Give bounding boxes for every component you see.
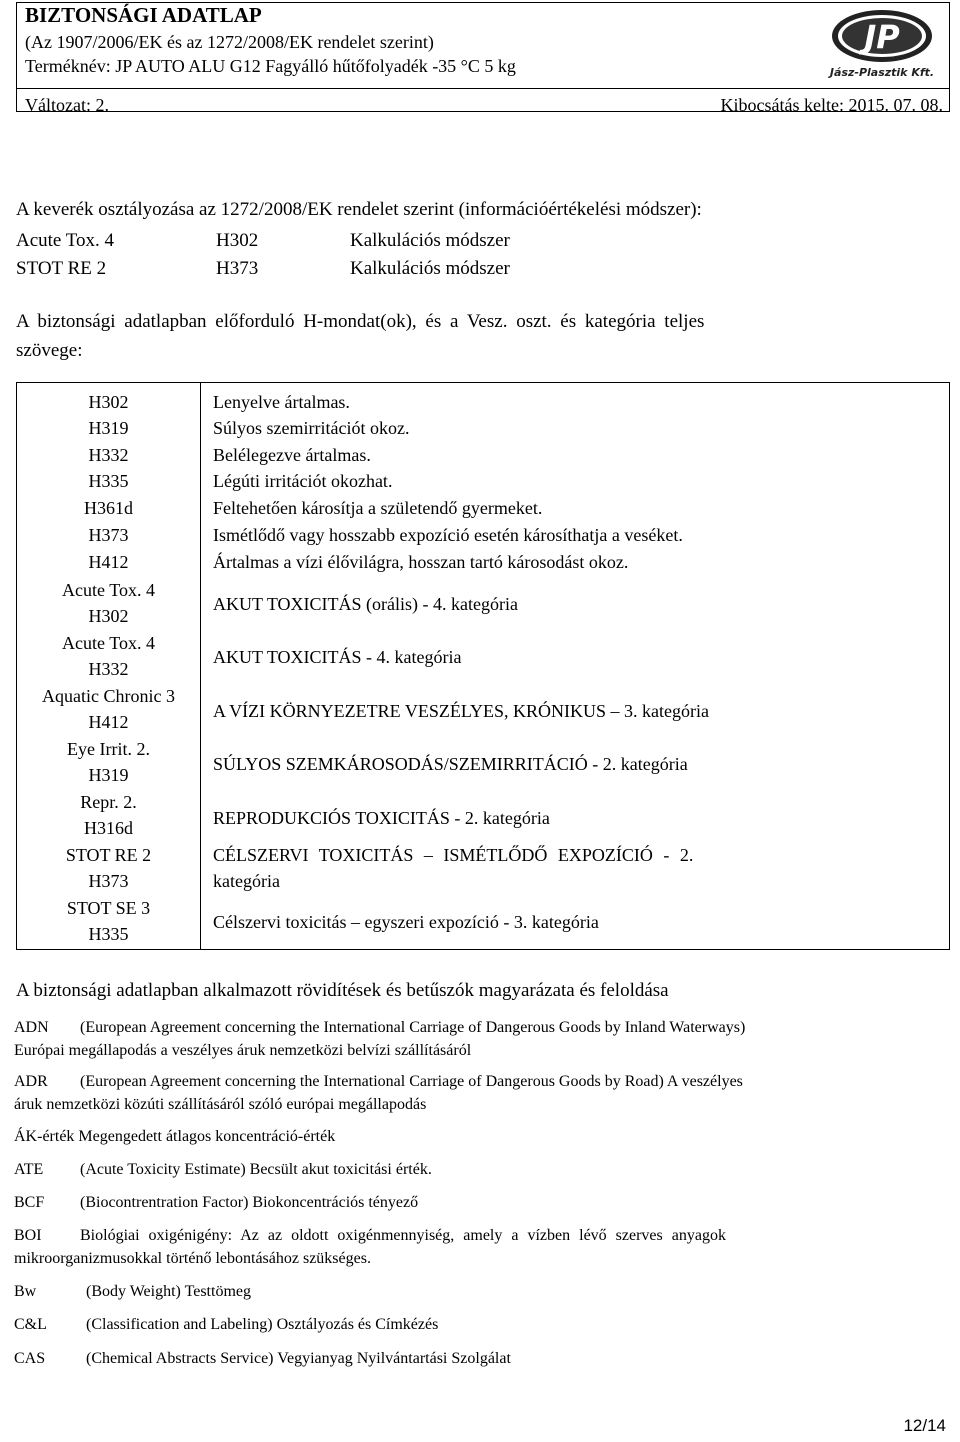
classification-code: H373 (216, 258, 259, 279)
header-divider (17, 88, 949, 89)
h-category: Repr. 2. (80, 792, 137, 812)
abbreviation-entry (14, 1125, 876, 1148)
h-code: H335 (88, 471, 129, 491)
h-statements-intro: A biztonsági adatlapban előforduló H-mondat(ok), és a Vesz. oszt. és kategória teljes (16, 311, 705, 332)
abbreviation-entry (14, 1016, 876, 1062)
abbreviation-entry (14, 1158, 876, 1181)
abbreviation-entry (14, 1191, 876, 1214)
abbreviation-definition: Megengedett átlagos koncentráció-érték (78, 1128, 336, 1145)
abbreviation-definition-cont: Európai megállapodás a veszélyes áruk nemzetközi belvízi szállításáról (14, 1042, 472, 1059)
h-code: H373 (88, 525, 129, 545)
classification-code: H302 (216, 230, 259, 251)
h-text: Belélegezve ártalmas. (213, 445, 371, 465)
abbreviation-term: CAS (14, 1350, 46, 1367)
abbreviation-definition: (Classification and Labeling) Osztályozás és Címkézés (86, 1316, 439, 1333)
product-name: Terméknév: JP AUTO ALU G12 Fagyálló hűtőfolyadék -35 °C 5 kg (25, 56, 516, 76)
abbreviation-entry (14, 1070, 876, 1116)
h-text: CÉLSZERVI TOXICITÁS – ISMÉTLŐDŐ EXPOZÍCIÓ - 2. (213, 845, 694, 865)
h-category: STOT SE 3 (66, 898, 151, 918)
h-code: H361d (84, 498, 133, 518)
abbreviation-definition: (Acute Toxicity Estimate) Becsült akut toxicitási érték. (80, 1161, 432, 1178)
page-number: 12/14 (903, 1416, 946, 1435)
h-code: H335 (88, 924, 129, 944)
abbreviation-entry (14, 1224, 876, 1270)
h-code: H332 (88, 659, 129, 679)
version-label: Változat: 2. (25, 95, 109, 115)
h-text: Célszervi toxicitás – egyszeri expozíció - 3. kategória (213, 912, 599, 932)
abbreviation-term: BCF (14, 1194, 45, 1211)
svg-text:Jász-Plasztik Kft.: Jász-Plasztik Kft. (829, 66, 935, 79)
h-code: H412 (88, 712, 129, 732)
h-code: H319 (88, 765, 129, 785)
h-text: A VÍZI KÖRNYEZETRE VESZÉLYES, KRÓNIKUS – 3. kategória (213, 701, 709, 721)
abbreviation-entry (14, 1280, 876, 1303)
abbreviation-entry (14, 1347, 876, 1370)
h-code: H302 (88, 606, 129, 626)
abbreviation-definition: (Biocontrentration Factor) Biokoncentrációs tényező (80, 1194, 419, 1211)
abbreviation-term: ATE (14, 1161, 44, 1178)
abbreviation-definition: (European Agreement concerning the International Carriage of Dangerous Goods by Inland Waterways) (80, 1019, 746, 1036)
abbreviation-term: C&L (14, 1316, 47, 1333)
abbreviation-entry (14, 1313, 876, 1336)
classification-method: Kalkulációs módszer (350, 230, 510, 251)
h-category: Aquatic Chronic 3 (42, 686, 175, 706)
abbreviations-heading: A biztonsági adatlapban alkalmazott rövidítések és betűszók magyarázata és feloldása (16, 980, 669, 1001)
abbreviation-term: BOI (14, 1227, 42, 1244)
table-column-divider (200, 383, 201, 949)
h-text: Légúti irritációt okozhat. (213, 471, 393, 491)
h-text: SÚLYOS SZEMKÁROSODÁS/SZEMIRRITÁCIÓ - 2. kategória (213, 754, 688, 774)
h-text: Ártalmas a vízi élővilágra, hosszan tartó károsodást okoz. (213, 552, 629, 572)
h-text: AKUT TOXICITÁS (orális) - 4. kategória (213, 594, 518, 614)
abbreviation-term: ADN (14, 1019, 49, 1036)
abbreviation-definition-cont: mikroorganizmusokkal történő lebontásához szükséges. (14, 1250, 371, 1267)
h-text: Lenyelve ártalmas. (213, 392, 350, 412)
classification-category: STOT RE 2 (16, 258, 107, 279)
abbreviation-definition: (Chemical Abstracts Service) Vegyianyag Nyilvántartási Szolgálat (86, 1350, 511, 1367)
abbreviation-term: ADR (14, 1073, 48, 1090)
document-title: BIZTONSÁGI ADATLAP (25, 3, 262, 27)
company-logo (818, 8, 946, 80)
h-code: H316d (84, 818, 133, 838)
h-category: Eye Irrit. 2. (67, 739, 150, 759)
h-code: H332 (88, 445, 129, 465)
h-text: Ismétlődő vagy hosszabb expozíció esetén károsíthatja a veséket. (213, 525, 683, 545)
h-category: Acute Tox. 4 (62, 580, 155, 600)
abbreviation-definition: (Body Weight) Testtömeg (86, 1283, 251, 1300)
h-text: REPRODUKCIÓS TOXICITÁS - 2. kategória (213, 808, 550, 828)
document-header (16, 2, 950, 115)
svg-text:JP: JP (864, 18, 900, 56)
classification-method: Kalkulációs módszer (350, 258, 510, 279)
h-statements-intro-cont: szövege: (16, 340, 83, 361)
abbreviation-term: ÁK-érték (14, 1128, 75, 1145)
regulation-reference: (Az 1907/2006/EK és az 1272/2008/EK rendelet szerint) (25, 32, 434, 52)
h-text-cont: kategória (213, 871, 280, 891)
abbreviation-definition: (European Agreement concerning the International Carriage of Dangerous Goods by Road) A veszélyes (80, 1073, 743, 1090)
abbreviation-term: Bw (14, 1283, 37, 1300)
h-category: STOT RE 2 (65, 845, 152, 865)
h-code: H373 (88, 871, 129, 891)
classification-intro: A keverék osztályozása az 1272/2008/EK rendelet szerint (információértékelési módszer): (16, 199, 702, 220)
h-statements-table (16, 382, 950, 950)
issue-date: Kibocsátás kelte: 2015. 07. 08. (720, 95, 943, 115)
h-text: Feltehetően károsítja a születendő gyermeket. (213, 498, 543, 518)
h-code: H319 (88, 418, 129, 438)
h-code: H412 (88, 552, 129, 572)
h-text: AKUT TOXICITÁS - 4. kategória (213, 647, 462, 667)
h-text: Súlyos szemirritációt okoz. (213, 418, 410, 438)
abbreviation-definition: Biológiai oxigénigény: Az az oldott oxigénmennyiség, amely a vízben lévő szerves anyagok (80, 1227, 726, 1244)
h-code: H302 (88, 392, 129, 412)
h-category: Acute Tox. 4 (62, 633, 155, 653)
classification-category: Acute Tox. 4 (16, 230, 115, 251)
abbreviation-definition-cont: áruk nemzetközi közúti szállításáról szóló európai megállapodás (14, 1096, 427, 1113)
